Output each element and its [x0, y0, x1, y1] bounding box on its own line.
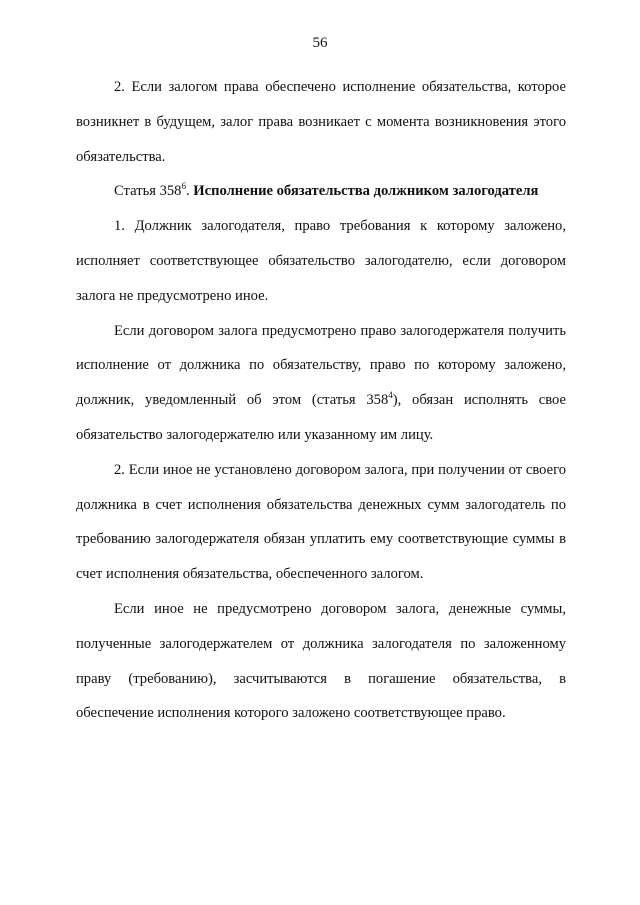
document-body [76, 70, 566, 731]
paragraph-pledgee-right-text-start: Если договором залога предусмотрено право залогодержателя получить исполнение от должника по обязательству, право по которому заложено, должник, уведомленный об этом (статья 358 [76, 322, 566, 409]
article-heading [76, 174, 566, 209]
paragraph-pledge-future-obligation: 2. Если залогом права обеспечено исполнение обязательства, которое возникнет в будущем, залог права возникает с момента возникновения этого обязательства. [76, 79, 566, 165]
page-number: 56 [312, 35, 328, 51]
article-dot: . [185, 183, 194, 200]
paragraph-pledgee-right-text-end: ), обязан исполнять свое обязательство залогодержателю или указанному им лицу. [76, 392, 566, 443]
paragraph-credited-sums: Если иное не предусмотрено договором залога, денежные суммы, полученные залогодержателем от должника залогодателя по заложенному праву (требованию), засчитываются в погашение обязательства, в обеспечение исполнения которого заложено соответствующее право. [76, 600, 566, 722]
article-reference-superscript: 4 [388, 390, 393, 401]
article-number: Статья 358 [114, 183, 182, 200]
paragraph-money-sums: 2. Если иное не установлено договором залога, при получении от своего должника в счет исполнения обязательства денежных сумм залогодатель по требованию залогодержателя обязан уплатить ему соответствующие суммы в счет исполнения обязательства, обеспеченного залогом. [76, 461, 566, 583]
article-title: Исполнение обязательства должником залогодателя [193, 183, 539, 200]
paragraph-debtor-performs: 1. Должник залогодателя, право требования к которому заложено, исполняет соответствующее обязательство залогодателю, если договором залога не предусмотрено иное. [76, 218, 566, 304]
paragraph-pledgee-right [76, 314, 566, 453]
article-number-superscript: 6 [181, 181, 186, 192]
